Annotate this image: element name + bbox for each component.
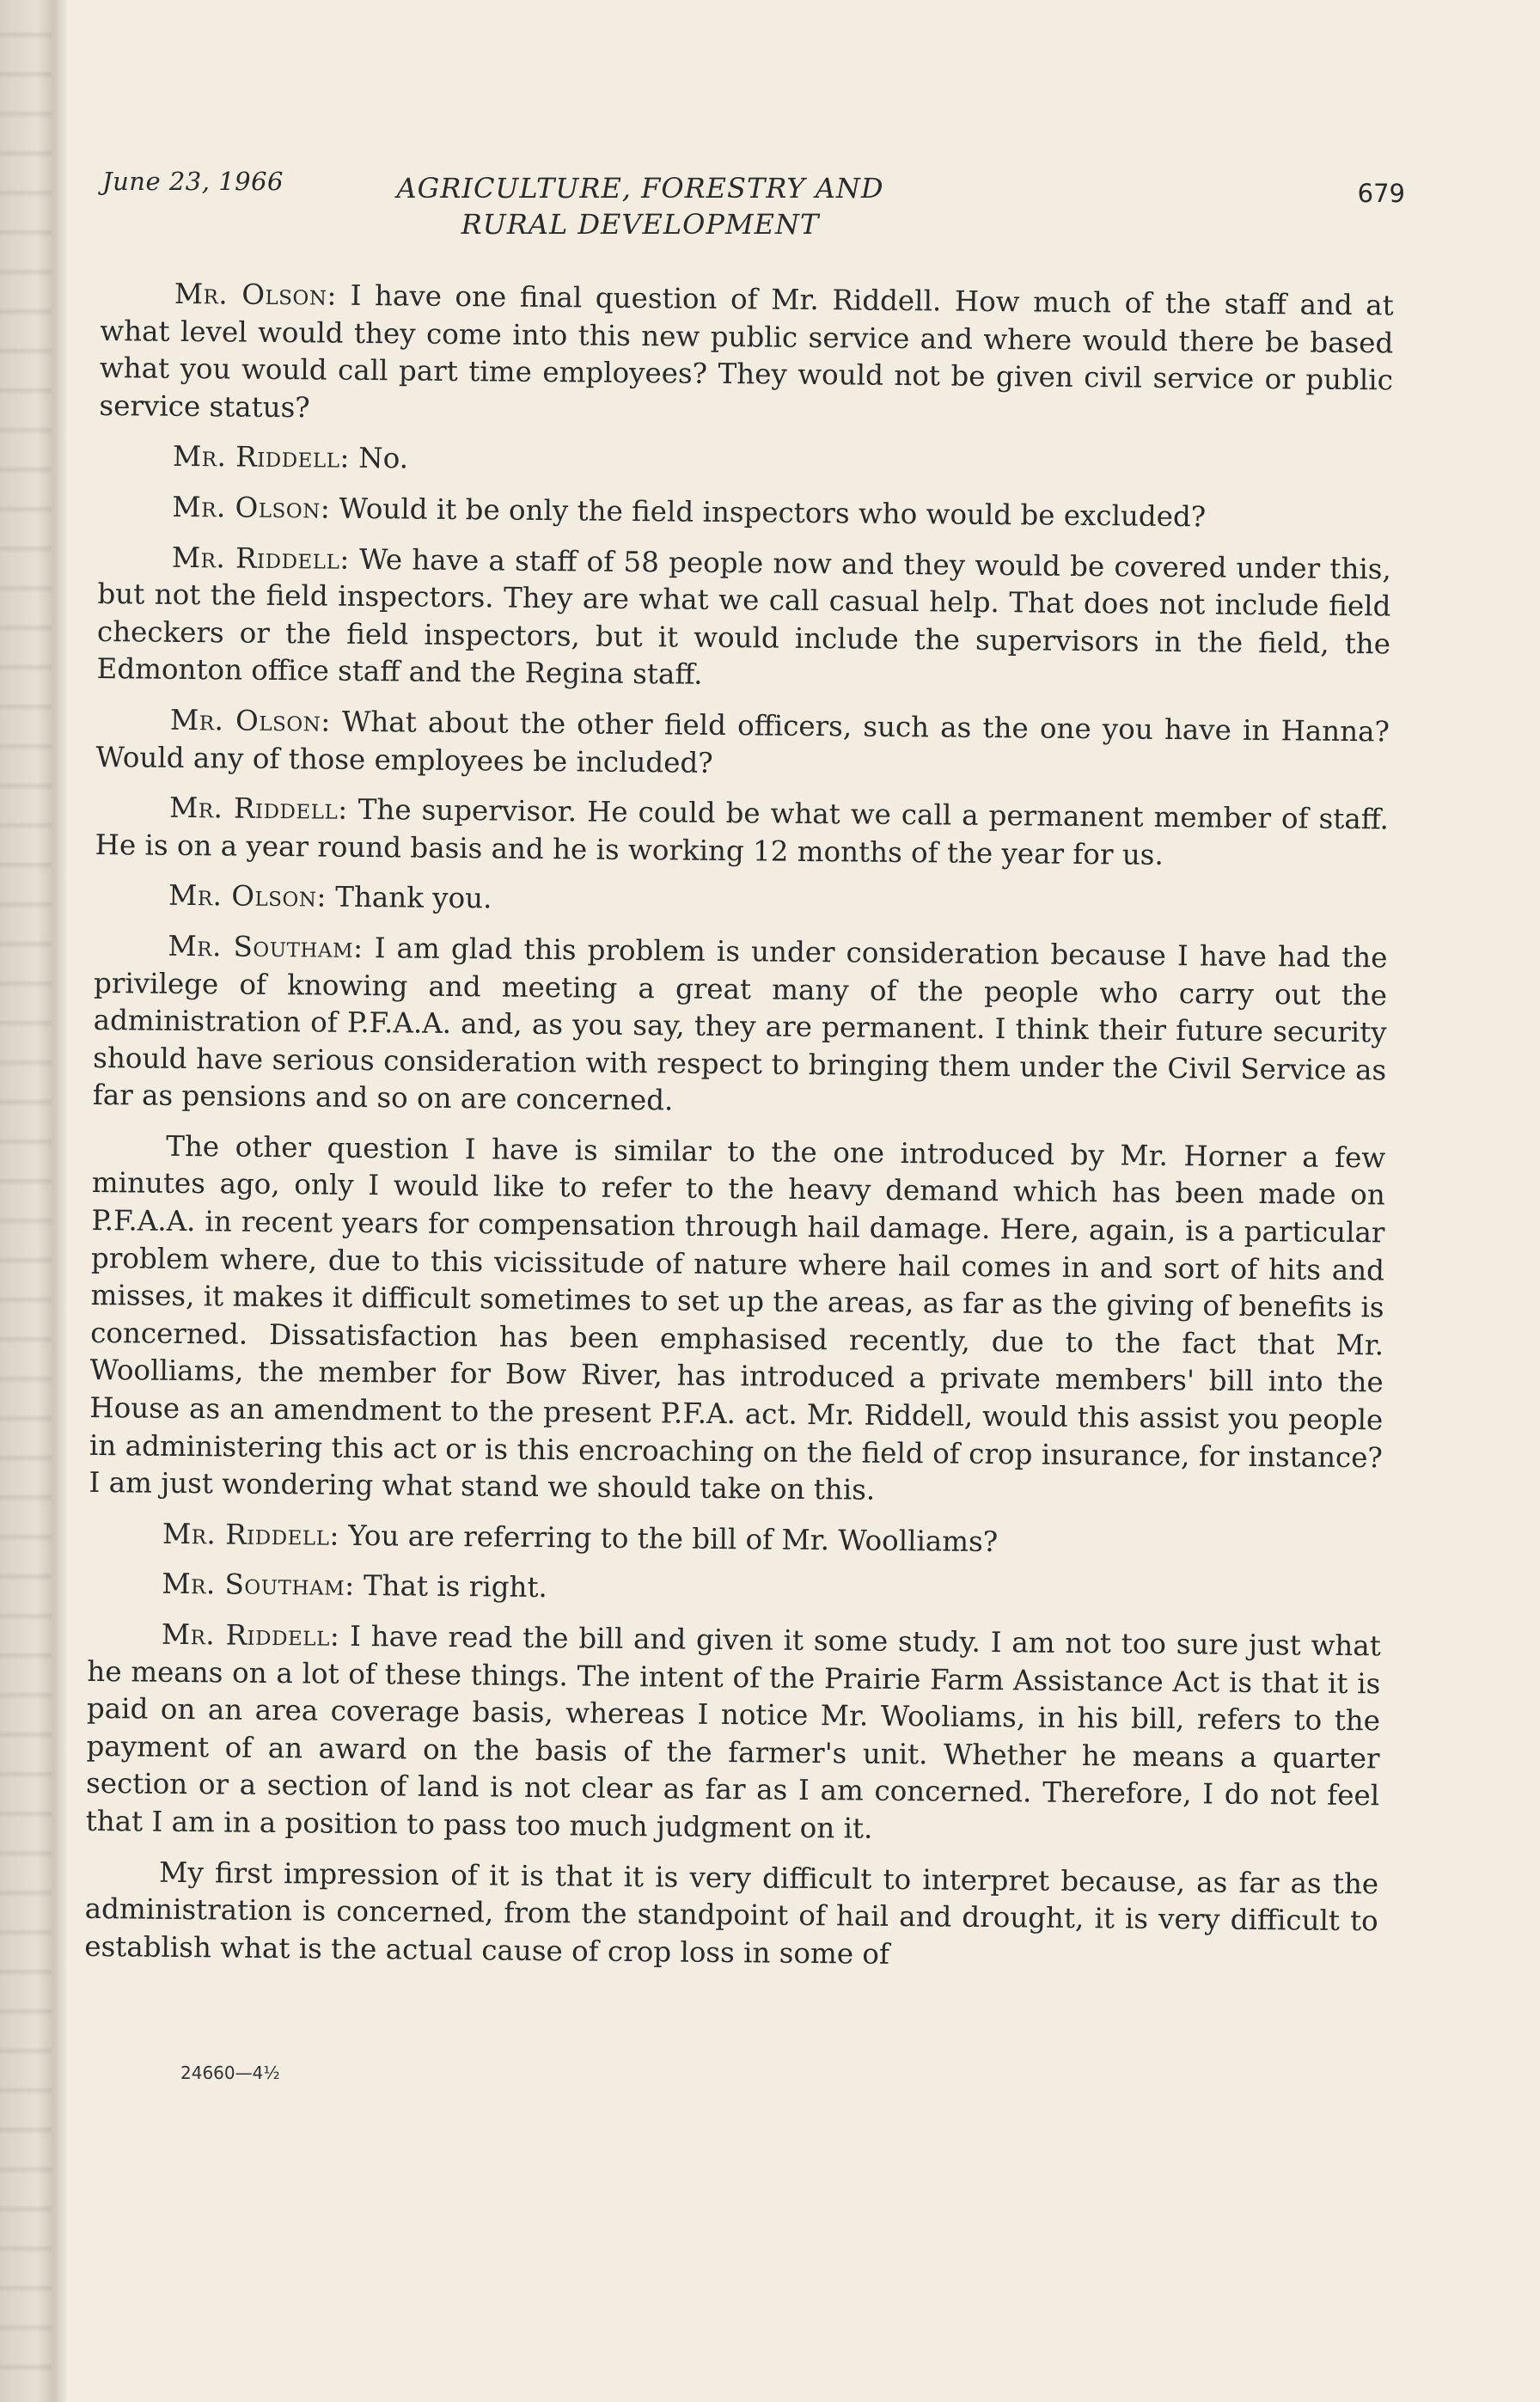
paragraph-text: My first impression of it is that it is very difficult to interpret because, as far as the administration is concerned, from the standpoint of hail and drought, it is very difficult to establish what is the actual cause of crop loss in some of [84,1855,1379,1971]
paragraph-text: Thank you. [326,880,492,915]
speaker-name: Mr. Riddell: [162,1517,340,1552]
transcript-paragraph [95,701,1390,789]
header-title-line-1: AGRICULTURE, FORESTRY AND [396,172,884,205]
paragraph-text: I have one final question of Mr. Riddell. How much of the staff and at what level would they come into this new public service and where would there be based what you would call part time employees? They would not be given civil service or public service status? [99,278,1394,425]
speaker-name: Mr. Riddell: [172,440,351,475]
paragraph-text: What about the other field officers, such as the one you have in Hanna? Would any of those employees be included? [95,705,1390,779]
speaker-name: Mr. Southam: [162,1568,355,1603]
speaker-name: Mr. Olson: [172,490,331,525]
transcript-paragraph [99,275,1394,437]
page-number: 679 [1357,179,1405,208]
transcript-body [84,275,1394,1991]
paragraph-text: We have a staff of 58 people now and they would be covered under this, but not the field inspectors. They are what we call casual help. That does not include field checkers or the field inspectors, but it would include the supervisors in the field, the Edmonton office staff and the Regina staff. [96,542,1391,692]
transcript-paragraph [89,1128,1385,1514]
transcript-paragraph [96,539,1391,701]
transcript-paragraph [84,1853,1378,1977]
speaker-name: Mr. Olson: [168,879,327,914]
transcript-paragraph [86,1616,1381,1853]
paragraph-text: Would it be only the field inspectors who would be excluded? [330,492,1207,534]
facing-page-bleed [0,0,52,2402]
transcript-paragraph [95,789,1389,877]
speaker-name: Mr. Olson: [174,277,338,312]
transcript-paragraph [98,488,1391,538]
footer-print-code: 24660—4½ [180,2063,280,2083]
transcript-paragraph [93,927,1388,1127]
transcript-paragraph [95,877,1388,926]
speaker-name: Mr. Riddell: [171,541,350,576]
paragraph-text: The supervisor. He could be what we call a permanent member of staff. He is on a year round basis and he is working 12 months of the year for us. [95,792,1390,871]
transcript-paragraph [89,1515,1382,1565]
transcript-paragraph [88,1565,1381,1615]
paragraph-text: That is right. [354,1569,547,1604]
speaker-name: Mr. Riddell: [168,791,348,826]
speaker-name: Mr. Olson: [169,703,331,738]
speaker-name: Mr. Southam: [168,929,364,964]
header-date: June 23, 1966 [102,167,284,196]
transcript-paragraph [99,437,1392,487]
speaker-name: Mr. Riddell: [161,1617,340,1653]
header-title-line-2: RURAL DEVELOPMENT [461,208,820,241]
paragraph-text: I am glad this problem is under consideration because I have had the privilege of knowing and meeting a great many of the people who carry out the administration of P.F.A.A. and, as you say, they are permanent. I think their future security should have serious consideration with respect to bringing them under the Civil Service as far as pensions and so on are concerned. [92,931,1388,1117]
paragraph-text: I have read the bill and given it some study. I am not too sure just what he means on a lot of these things. The intent of the Prairie Farm Assistance Act is that it is paid on an area coverage basis, whereas I notice Mr. Wooliams, in his bill, refers to the payment of an award on the basis of the farmer's unit. Whether he means a quarter section or a section of land is not clear as far as I am concerned. Therefore, I do not feel that I am in a position to pass too much judgment on it. [85,1619,1381,1845]
header-title [374,170,907,242]
paragraph-text: You are referring to the bill of Mr. Woolliams? [339,1519,999,1558]
paragraph-text: No. [349,442,409,475]
paragraph-text: The other question I have is similar to the one introduced by Mr. Horner a few minutes ago, only I would like to refer to the heavy demand which has been made on P.F.A.A. in recent years for compensation through hail damage. Here, again, is a particular problem where, due to this vicissitude of nature where hail comes in and sort of hits and misses, it makes it difficult sometimes to set up the areas, as far as the giving of benefits is concerned. Dissatisfaction has been emphasised recently, due to the fact that Mr. Woolliams, the member for Bow River, has introduced a private members' bill into the House as an amendment to the present P.F.A. act. Mr. Riddell, would this assist you people in administering this act or is this encroaching on the field of crop insurance, for instance? I am just wondering what stand we should take on this. [89,1129,1386,1507]
document-page [84,0,1405,2402]
